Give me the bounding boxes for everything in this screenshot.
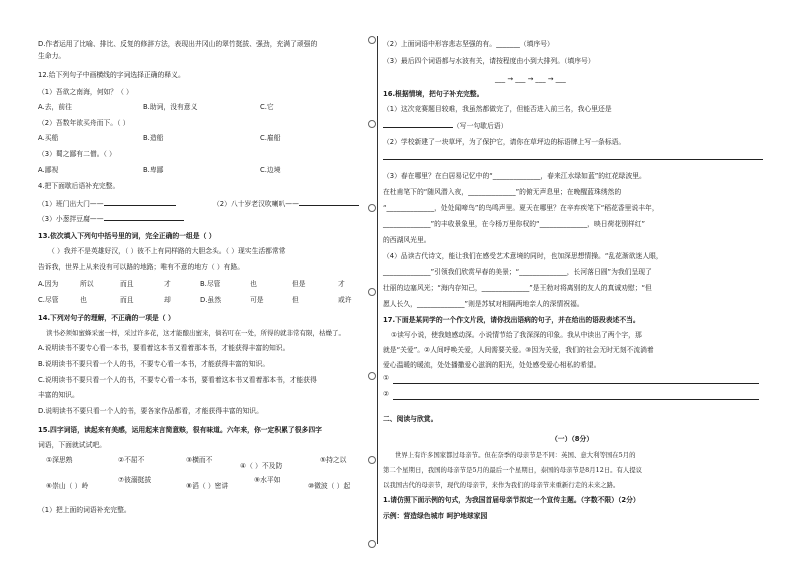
q13-row2-c6: 可是 xyxy=(250,296,264,304)
q15-sub-3: （3）最后四个词语都与水波有关，请按程度由小到大排列。（填序号） xyxy=(383,57,595,65)
q16-4-line2: ______________”引领我们欣赏早春的美景；“______________，长河落日圆”为我们呈现了 xyxy=(383,268,652,276)
q4-item-2-row xyxy=(213,199,359,208)
q16-1-answer[interactable] xyxy=(383,121,453,128)
q13-row2-c1: C.尽管 xyxy=(38,296,59,304)
q15-word-6: ⑥崇山（ ）岭 xyxy=(46,482,89,490)
q4-answer-1[interactable] xyxy=(104,199,176,206)
reading-1-para-line2: 第二个星期日，我国的母亲节是5月的最后一个星期日，泰国的母亲节是8月12日。有人提议 xyxy=(383,466,643,474)
q4-item-3-row xyxy=(38,214,184,223)
q15-word-10: ⑩微波（ ）起 xyxy=(308,482,351,490)
q15-word-4: ④（ ）不及防 xyxy=(240,462,283,470)
q11-option-d-line1: D.作者运用了比喻、排比、反复的修辞方法，表现出井冈山的翠竹挺拔、强劲，充满了顽强的 xyxy=(38,40,318,48)
q16-4-line4: 愿人长久，______________”则是苏轼对相隔两地亲人的深情祝福。 xyxy=(383,300,584,308)
q14-option-b: B.说明读书不要只看一个人的书，不要专心看一本书，才能获得丰富的知识。 xyxy=(38,360,270,368)
q13-passage-line2: 告诉我，世界上从来没有可以路的地路；唯有不意的地方（ ）有路。 xyxy=(38,263,245,271)
q15-word-2: ②不屈不 xyxy=(118,456,145,464)
q16-1-line2 xyxy=(383,121,507,130)
q12-item-3: （3）蜀之鄙有二僧。（ ） xyxy=(38,150,116,158)
q12-1-option-a: A.去，前往 xyxy=(38,103,72,111)
q15-sub-1: （1）把上面的词语补充完整。 xyxy=(38,506,131,514)
q16-2-answer-line[interactable] xyxy=(383,159,763,160)
q14-quote: 读书必须如蜜蜂采蜜一样，采过许多花，这才能酿出蜜来，倘若叮在一处，所得的就非常有限，枯燥了。 xyxy=(46,329,345,337)
q11-option-d-line2: 生命力。 xyxy=(38,52,66,60)
reading-1-para-line3: 以我国古代的母亲节，现代的母亲节，来作为我们的母亲节来重新行走的未来之路。 xyxy=(383,481,620,489)
q17-mark-1: ① xyxy=(383,374,390,382)
q13-row1-c8: 才 xyxy=(338,280,345,288)
q12-item-2: （2）吾数年欲买舟而下。（ ） xyxy=(38,119,130,127)
q4-item-1-row xyxy=(38,199,176,208)
reading-1-para-line1: 世界上有许多国家都过母亲节。但在奈季的母亲节是不同：英国、意大利等国在5月的 xyxy=(395,451,636,459)
q4-answer-2[interactable] xyxy=(299,199,359,206)
q4-item-1: （1）班门出大门—— xyxy=(38,200,104,208)
q13-row2-c2: 也 xyxy=(80,296,87,304)
q12-title: 12.给下列句子中画横线的字词选择正确的释义。 xyxy=(38,71,185,79)
q15-sub-2: （2）上面词语中形容悲志坚强的有。_______（填序号） xyxy=(383,40,554,48)
q16-2-text: （2）学校新建了一块草坪，为了保护它，请你在草坪边的标语牌上写一条标语。 xyxy=(383,138,626,146)
q16-3-line1: （3）春在哪里？在白居易记忆中的“______________，春来江水绿如蓝”的红花绿波里。 xyxy=(383,172,646,180)
q13-row1-c3: 而且 xyxy=(120,280,134,288)
q13-row1-c4: 才 xyxy=(164,280,171,288)
q12-2-option-b: B.造船 xyxy=(143,134,164,142)
q16-1-hint: （写一句歇后语） xyxy=(453,122,508,130)
q17-title: 17.下面是某同学的一个作文片段，请你找出语病的句子，并在给出的语段表述不当。 xyxy=(383,316,640,324)
q14-option-c-line1: C.说明读书不要只看一个人的书，不要专心看一本书，要看着这本书又看着那本书，才能获得 xyxy=(38,376,317,384)
reading-q1-title: 1.请仿照下面示例的句式，为我国首届母亲节拟定一个宣传主题。（字数不限）（2分） xyxy=(383,496,640,504)
q15-order-arrows[interactable]: ___ → ___ → ___ → ___ xyxy=(495,75,566,83)
q15-title-line1: 15.四字词语，读起来有美感，运用起来言简意赅，很有味道。六年来，你一定积累了很多四字 xyxy=(38,426,322,434)
q13-row2-c8: 或许 xyxy=(338,296,352,304)
section-2-title: 二、阅读与欣赏。 xyxy=(383,415,438,423)
q17-passage-line2: 就是“关爱”。②人间呼唤关爱，人间需要关爱。③因为关爱，我们的社会无时无刻不流淌着 xyxy=(383,346,654,354)
q13-passage-line1: （ ）我并不是英雄好汉，（ ）彼不上有同样路的大胆念头。（ ）现实生活都常常 xyxy=(48,247,286,255)
q14-option-d: D.说明读书不要只看一个人的书，要各家作品都看，才能获得丰富的知识。 xyxy=(38,407,263,415)
q4-answer-3[interactable] xyxy=(104,214,184,221)
q13-row1-c7: 但是 xyxy=(292,280,306,288)
q16-4-line1: （4）品读古代诗文，能让我们在感受艺术意境的同时，也加深思想情操。“乱花渐欲迷人眼， xyxy=(383,252,663,260)
q16-1-line1: （1）这次竞赛题目较难，我虽然都做完了，但能否进入前三名，我心里还是 xyxy=(383,105,612,113)
q15-word-1: ①深思熟 xyxy=(46,456,73,464)
q13-row1-c1: A.因为 xyxy=(38,280,59,288)
q12-3-option-a: A.鄙视 xyxy=(38,166,59,174)
q12-item-1: （1）吾欲之南海，何如？（ ） xyxy=(38,88,133,96)
q13-row2-c4: 却 xyxy=(164,296,171,304)
q14-option-c-line2: 丰富的知识。 xyxy=(38,391,79,399)
binding-holes xyxy=(366,36,376,544)
q16-title: 16.根据情境，把句子补充完整。 xyxy=(383,90,484,98)
q13-row2-c5: D.虽然 xyxy=(200,296,221,304)
q13-row1-c5: B.尽管 xyxy=(200,280,221,288)
q15-title-line2: 词语，下面就试试吧。 xyxy=(38,441,106,449)
q16-3-line2: 在杜甫笔下的“随风潜入夜，______________”的俯无声息里；在晚醒蓝珠绣然的 xyxy=(383,188,622,196)
reading-q1-example: 示例：营造绿色城市 呵护地球家园 xyxy=(383,512,488,520)
q17-answer-line-2[interactable] xyxy=(393,399,759,400)
q13-row1-c6: 也 xyxy=(250,280,257,288)
q12-3-option-c: C.边境 xyxy=(260,166,281,174)
q4-item-3: （3）小葱拌豆腐—— xyxy=(38,215,104,223)
q17-passage-line1: ①读写小说，使我她感动深。小说情节给了我深深的印象。我从中读出了两个字，那 xyxy=(391,331,642,339)
q15-word-5: ⑤持之以 xyxy=(320,456,347,464)
q15-word-7: ⑦彼溺挺拔 xyxy=(118,476,152,484)
q12-2-option-c: C.雇船 xyxy=(260,134,281,142)
q15-word-9: ⑨水平如 xyxy=(254,476,281,484)
q15-word-3: ③横而不 xyxy=(186,456,213,464)
q12-1-option-b: B.助词，没有意义 xyxy=(143,103,198,111)
q16-3-line5: 的西湖风光里。 xyxy=(383,236,431,244)
q16-3-line3: “______________，处处闻啼鸟”的鸟鸣声里。夏天在哪里？在辛弃疾笔下“稻花香里说丰年， xyxy=(383,204,659,212)
q12-3-option-b: B.卑鄙 xyxy=(143,166,164,174)
q16-3-line4: ______________”的丰收景象里，在今杨万里你权的“______________，映日荷花别样红” xyxy=(383,220,646,228)
q16-4-line3: 壮丽的边塞风光；“海内存知己，______________”是王勃对将离别的友人的真诚劝慰；“但 xyxy=(383,284,652,292)
q15-word-8: ⑧滔（ ）密讲 xyxy=(186,482,229,490)
q12-2-option-a: A.买船 xyxy=(38,134,59,142)
q17-mark-2: ② xyxy=(383,390,390,398)
q4-title: 4.把下面歇后语补充完整。 xyxy=(38,182,120,190)
q12-1-option-c: C.它 xyxy=(260,103,274,111)
q13-row2-c3: 而且 xyxy=(120,296,134,304)
q13-row2-c7: 但 xyxy=(292,296,299,304)
q17-answer-line-1[interactable] xyxy=(393,383,759,384)
column-divider xyxy=(377,36,378,544)
q13-title: 13.依次填入下列句中括号里的词，完全正确的一组是（ ） xyxy=(38,232,216,240)
reading-1-title: （一）（8分） xyxy=(551,435,594,443)
q4-item-2: （2）八十岁老汉吹喇叭—— xyxy=(213,200,299,208)
q14-option-a: A.说明读书不要专心看一本书，要看着这本书又看着那本书，才能获得丰富的知识。 xyxy=(38,344,290,352)
q17-passage-line3: 爱心温暖的暖流，处处播撒爱心滋润的阳光，处处感受爱心相私的希望。 xyxy=(383,361,601,369)
q14-title: 14.下列对句子的理解，不正确的一项是（ ） xyxy=(38,314,175,322)
q13-row1-c2: 所以 xyxy=(80,280,94,288)
